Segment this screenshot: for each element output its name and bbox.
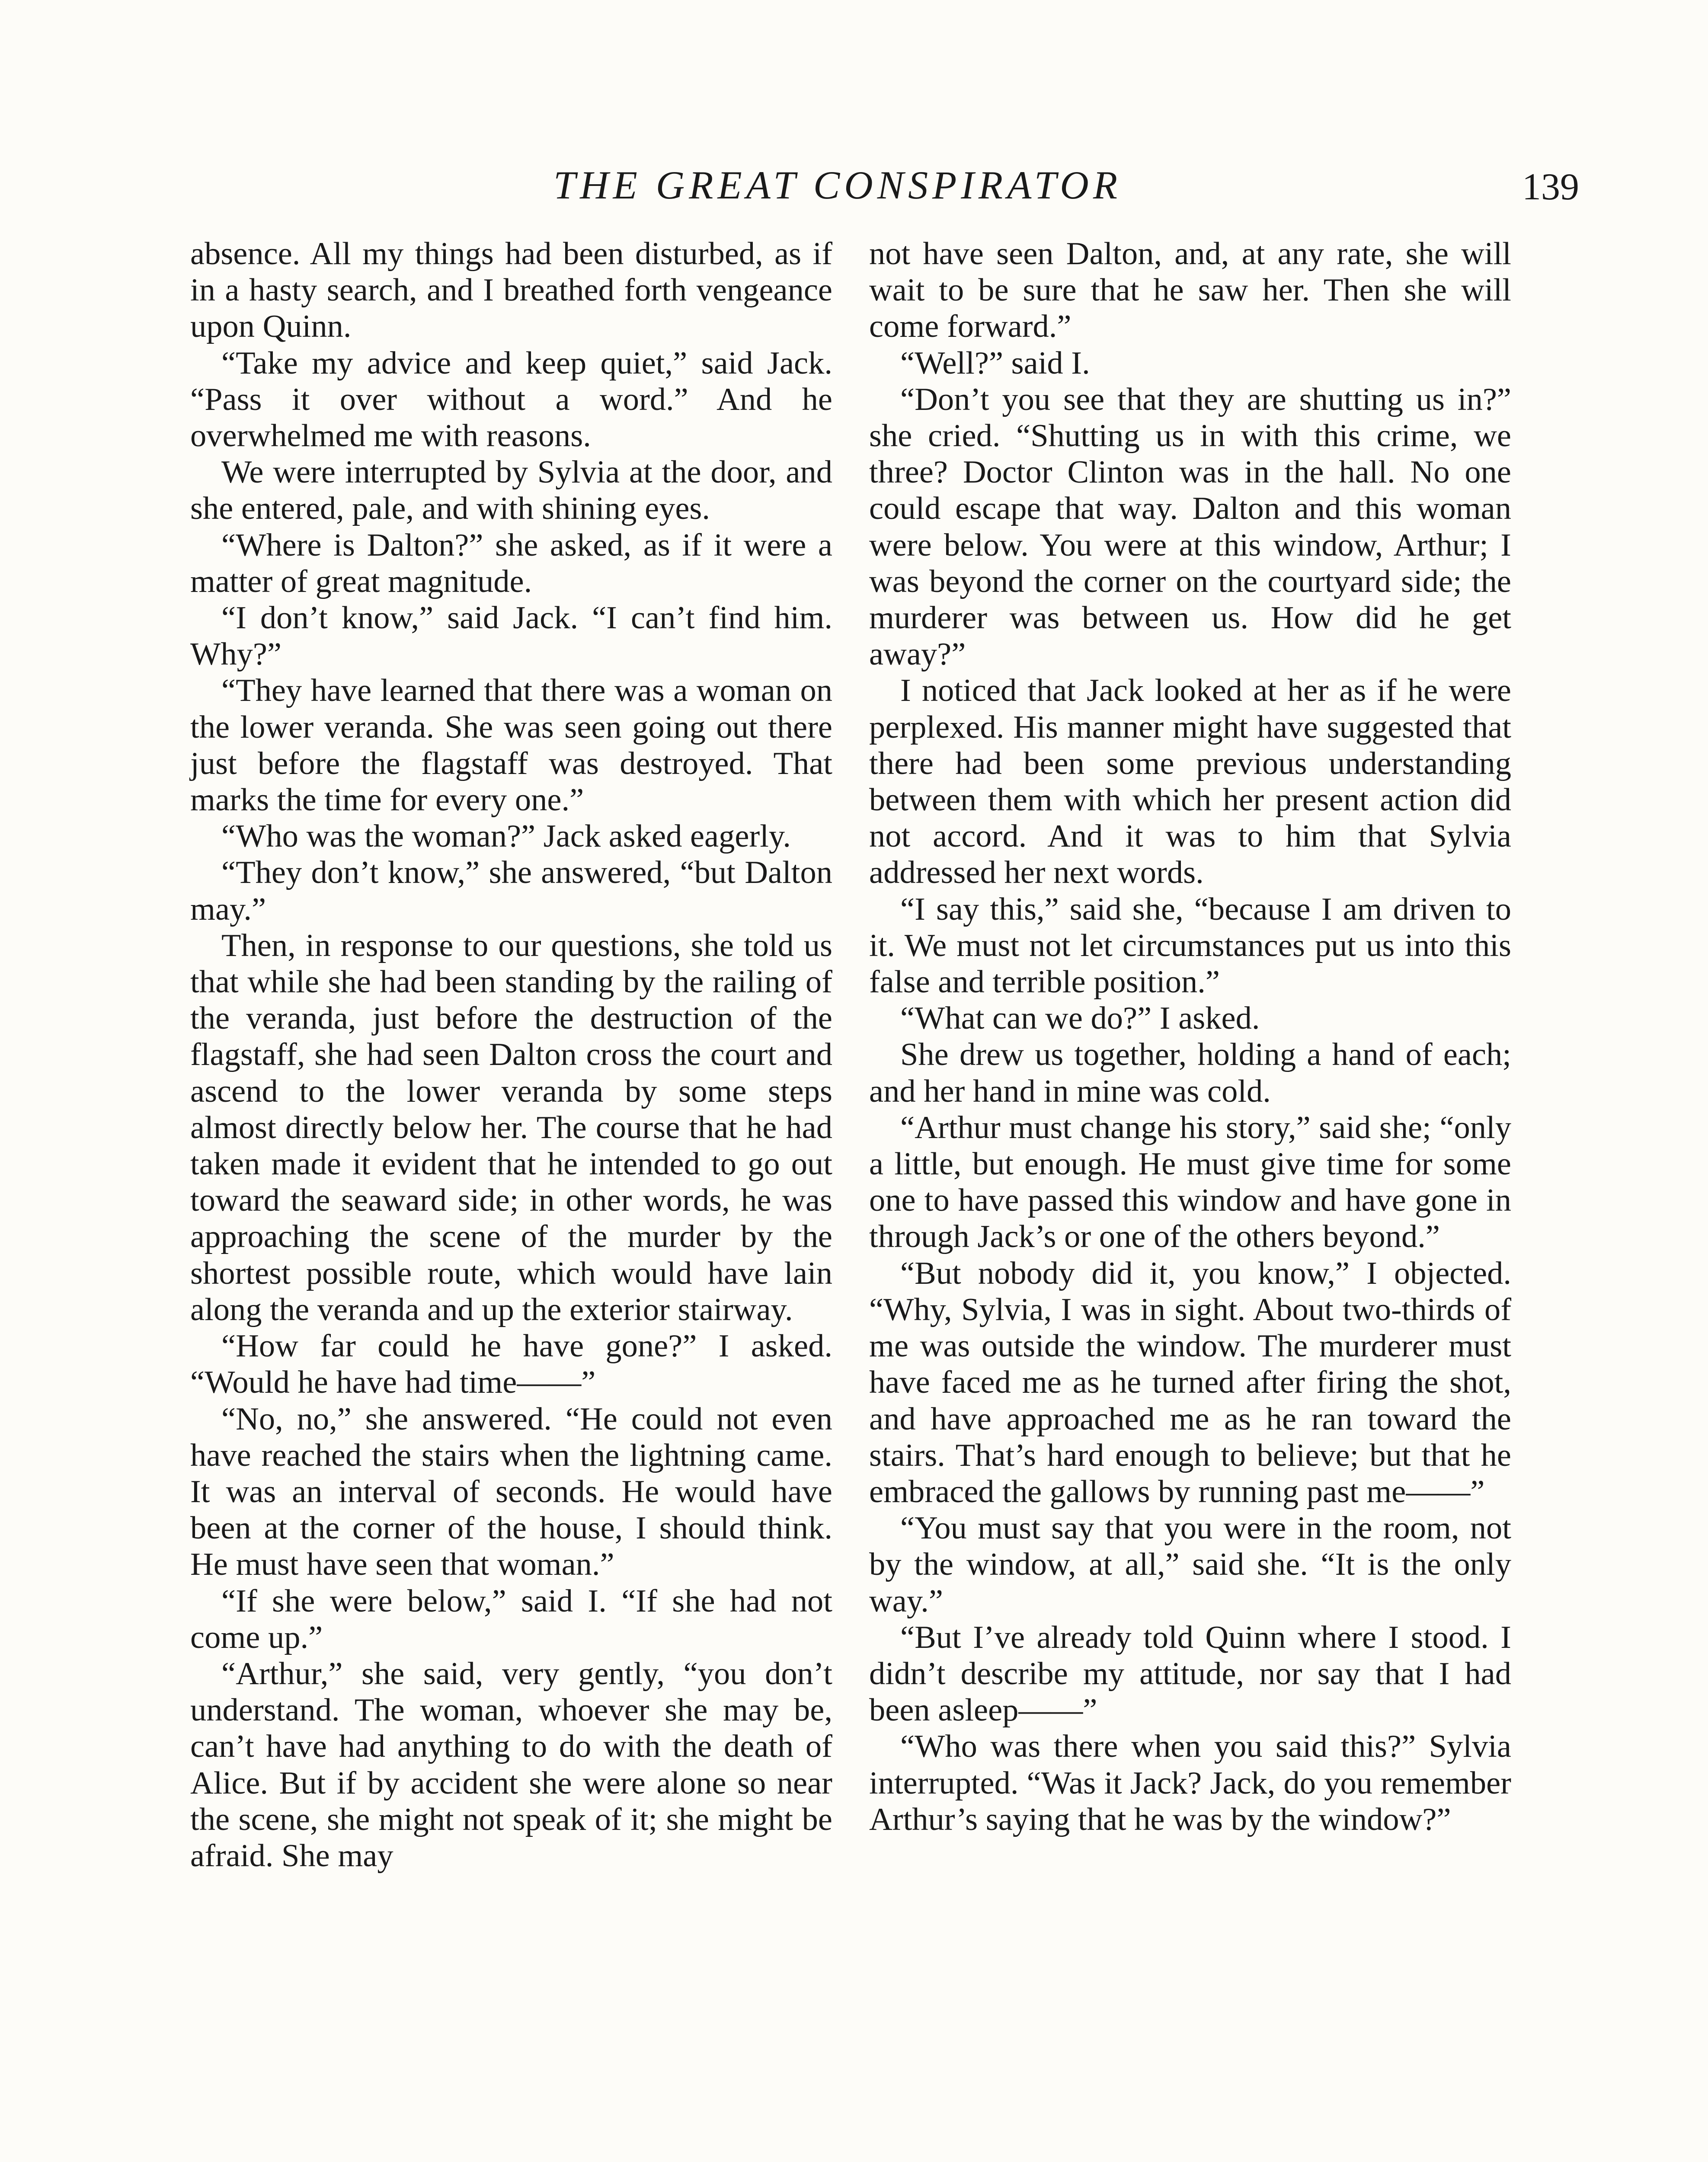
paragraph: “I say this,” said she, “because I am driven to it. We must not let circumstances put us into this false and terrible position.” [869,891,1511,1000]
page-number: 139 [1522,166,1579,208]
running-title: THE GREAT CONSPIRATOR [553,163,1122,207]
paragraph: “Don’t you see that they are shutting us in?” she cried. “Shutting us in with this crime, we three? Doctor Clinton was in the hall. No one could escape that way. Dalton and this woman were below. You were at this window, Arthur; I was beyond the corner on the courtyard side; the murderer was between us. How did he get away?” [869,381,1511,672]
paragraph: “They don’t know,” she answered, “but Dalton may.” [190,855,832,927]
paragraph: “But nobody did it, you know,” I objected. “Why, Sylvia, I was in sight. About two-thirds of me was outside the window. The murderer must have faced me as he turned after firing the shot, and have approached me as he ran toward the stairs. That’s hard enough to believe; but that he embraced the gallows by running past me——” [869,1255,1511,1510]
paragraph: I noticed that Jack looked at her as if he were perplexed. His manner might have suggested that there had been some previous understanding between them with which her present action did not accord. And it was to him that Sylvia addressed her next words. [869,673,1511,891]
right-column [869,236,1511,1838]
paragraph: “They have learned that there was a woman on the lower veranda. She was seen going out there just before the flagstaff was destroyed. That marks the time for every one.” [190,673,832,818]
paragraph: “Take my advice and keep quiet,” said Jack. “Pass it over without a word.” And he overwhelmed me with reasons. [190,345,832,454]
paragraph: “If she were below,” said I. “If she had not come up.” [190,1583,832,1655]
paragraph: “I don’t know,” said Jack. “I can’t find him. Why?” [190,600,832,672]
paragraph: “What can we do?” I asked. [900,1001,1260,1036]
paragraph: “Arthur,” she said, very gently, “you don’t understand. The woman, whoever she may be, can’t have had anything to do with the death of Alice. But if by accident she were alone so near the scene, she might not speak of it; she might be afraid. She may [190,1656,832,1874]
paragraph: not have seen Dalton, and, at any rate, she will wait to be sure that he saw her. Then she will come forward.” [869,236,1511,345]
paragraph: She drew us together, holding a hand of each; and her hand in mine was cold. [869,1037,1511,1109]
paragraph: “Who was the woman?” Jack asked eagerly. [221,819,791,854]
paragraph: “Where is Dalton?” she asked, as if it were a matter of great magnitude. [190,527,832,599]
paragraph: We were interrupted by Sylvia at the door, and she entered, pale, and with shining eyes. [190,454,832,527]
left-column [190,236,832,1874]
paragraph: “How far could he have gone?” I asked. “Would he have had time——” [190,1328,832,1401]
paragraph: “But I’ve already told Quinn where I stood. I didn’t describe my attitude, nor say that I had been asleep——” [869,1619,1511,1728]
paragraph: absence. All my things had been disturbed, as if in a hasty search, and I breathed forth vengeance upon Quinn. [190,236,832,345]
paragraph: “Arthur must change his story,” said she; “only a little, but enough. He must give time for some one to have passed this window and have gone in through Jack’s or one of the others beyond.” [869,1110,1511,1255]
paragraph: Then, in response to our questions, she told us that while she had been standing by the railing of the veranda, just before the destruction of the flagstaff, she had seen Dalton cross the court and ascend to the lower veranda by some steps almost directly below her. The course that he had taken made it evident that he intended to go out toward the seaward side; in other words, he was approaching the scene of the murder by the shortest possible route, which would have lain along the veranda and up the exterior stairway. [190,927,832,1327]
paragraph: “Who was there when you said this?” Sylvia interrupted. “Was it Jack? Jack, do you remember Arthur’s saying that he was by the window?” [869,1729,1511,1837]
paragraph: “Well?” said I. [900,345,1090,381]
paragraph: “You must say that you were in the room, not by the window, at all,” said she. “It is the only way.” [869,1510,1511,1619]
paragraph: “No, no,” she answered. “He could not even have reached the stairs when the lightning came. It was an interval of seconds. He would have been at the corner of the house, I should think. He must have seen that woman.” [190,1401,832,1583]
